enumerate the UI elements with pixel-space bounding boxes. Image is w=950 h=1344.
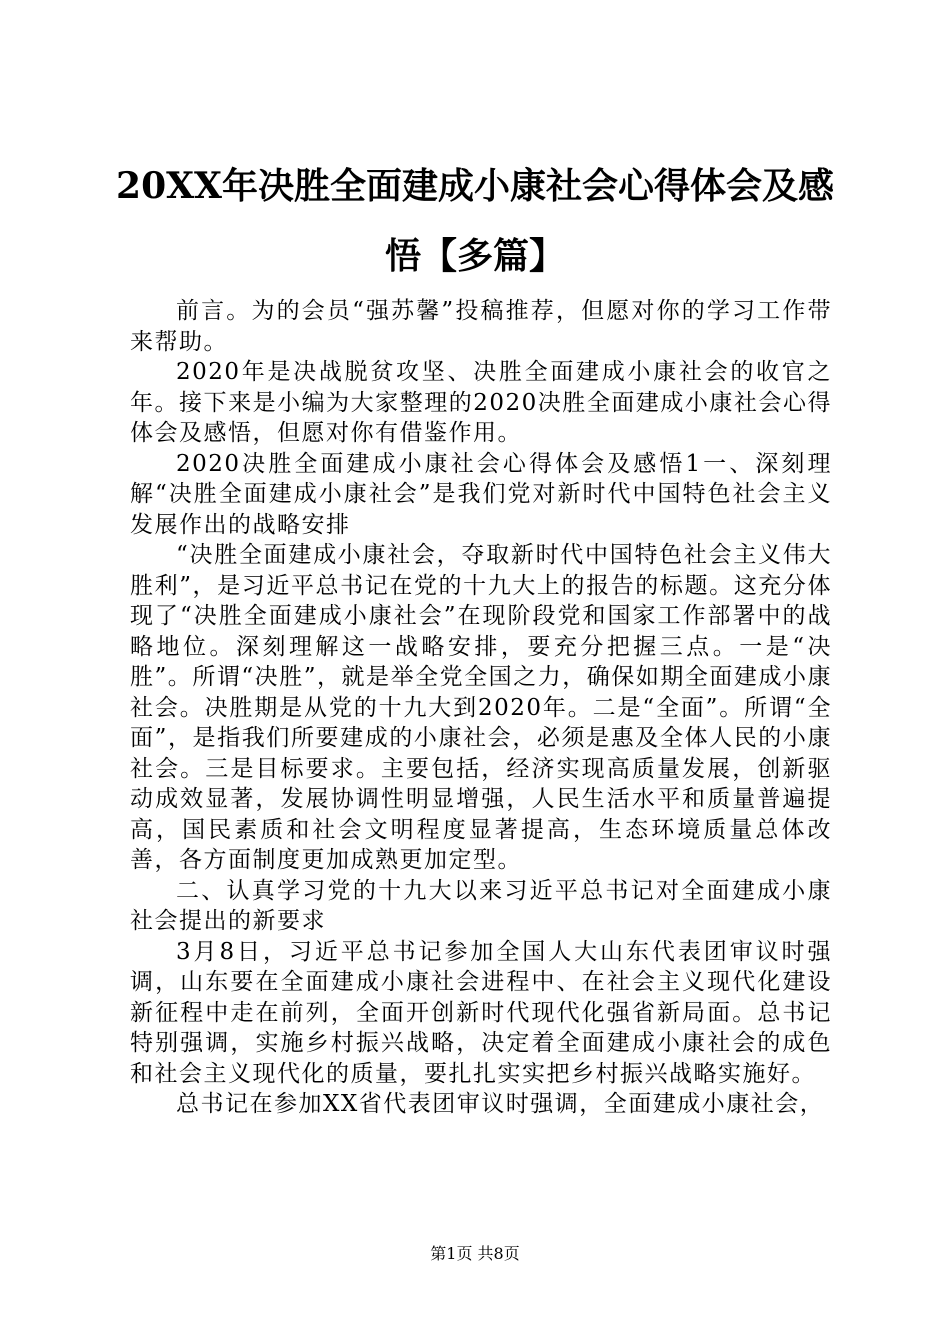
page-number-footer: 第1页 共8页 — [430, 1244, 520, 1263]
paragraph-section-2-body: 3月8日，习近平总书记参加全国人大山东代表团审议时强调，山东要在全面建成小康社会进程中、在社会主义现代化建设新征程中走在前列，全面开创新时代现代化强省新局面。总书记特别强调，实施乡村振兴战略，决定着全面建成小康社会的成色和社会主义现代化的质量，要扎扎实实把乡村振兴战略实施好。 — [130, 938, 832, 1087]
paragraph-section-1-heading: 2020决胜全面建成小康社会心得体会及感悟1一、深刻理解“决胜全面建成小康社会”是我们党对新时代中国特色社会主义发展作出的战略安排 — [130, 450, 832, 538]
document-body — [130, 296, 832, 1120]
document-title-line-2: 悟【多篇】 — [384, 235, 565, 277]
paragraph-section-1-body: “决胜全面建成小康社会，夺取新时代中国特色社会主义伟大胜利”，是习近平总书记在党的十九大上的报告的标题。这充分体现了“决胜全面建成小康社会”在现阶段党和国家工作部署中的战略地位。深刻理解这一战略安排，要充分把握三点。一是“决胜”。所谓“决胜”，就是举全党全国之力，确保如期全面建成小康社会。决胜期是从党的十九大到2020年。二是“全面”。所谓“全面”，是指我们所要建成的小康社会，必须是惠及全体人民的小康社会。三是目标要求。主要包括，经济实现高质量发展，创新驱动成效显著，发展协调性明显增强，人民生活水平和质量普遍提高，国民素质和社会文明程度显著提高，生态环境质量总体改善，各方面制度更加成熟更加定型。 — [130, 542, 832, 873]
paragraph-intro: 2020年是决战脱贫攻坚、决胜全面建成小康社会的收官之年。接下来是小编为大家整理的2020决胜全面建成小康社会心得体会及感悟，但愿对你有借鉴作用。 — [130, 359, 832, 446]
paragraph-section-2-heading: 二、认真学习党的十九大以来习近平总书记对全面建成小康社会提出的新要求 — [130, 877, 832, 934]
paragraph-section-2-continued: 总书记在参加XX省代表团审议时强调，全面建成小康社会， — [176, 1091, 825, 1117]
paragraph-preface: 前言。为的会员“强苏馨”投稿推荐，但愿对你的学习工作带来帮助。 — [130, 298, 832, 355]
document-title-line-1: 20XX年决胜全面建成小康社会心得体会及感 — [116, 165, 834, 207]
